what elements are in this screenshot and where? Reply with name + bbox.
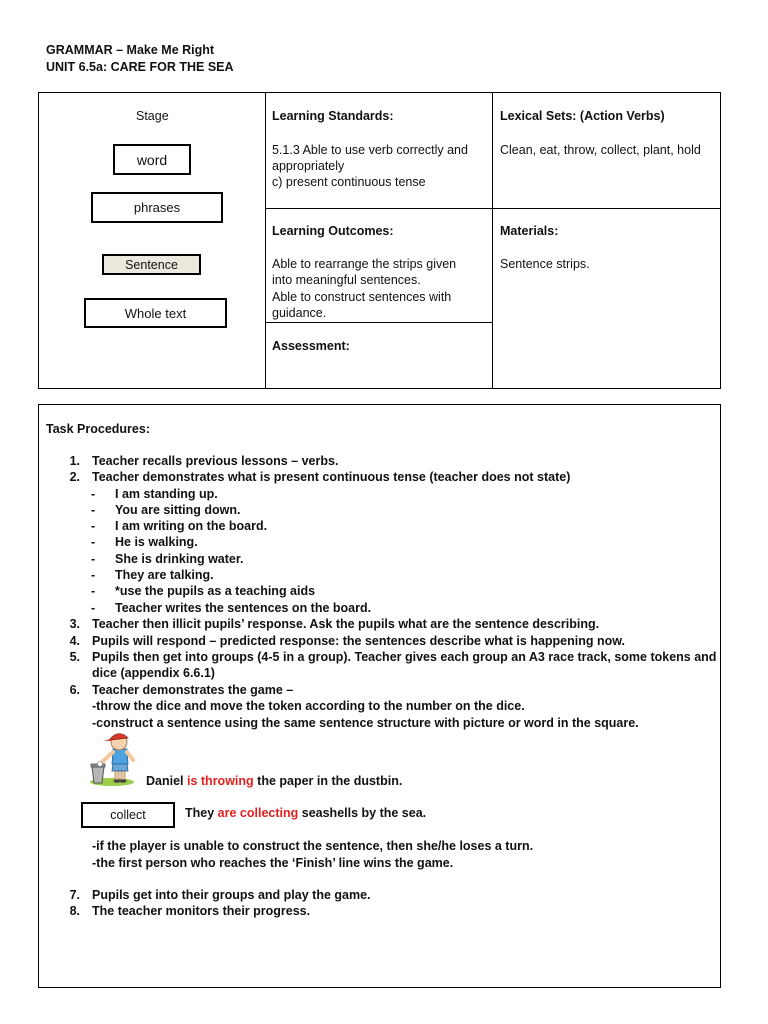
step-number: 2. (69, 470, 80, 484)
step-text: Teacher demonstrates what is present continuous tense (teacher does not state) (92, 470, 571, 484)
step-5-continued: dice (appendix 6.6.1) (92, 666, 215, 680)
collect-word-card: collect (81, 802, 175, 828)
step-number: 7. (69, 888, 80, 902)
dash: - (91, 552, 96, 566)
dash: - (91, 535, 96, 549)
dash: - (91, 487, 96, 501)
example-item (91, 535, 198, 549)
step-number: 8. (69, 904, 80, 918)
learning-outcomes-title: Learning Outcomes: (272, 224, 394, 238)
step-6-rule-a: -throw the dice and move the token according to the number on the dice. (92, 699, 525, 713)
materials-text: Sentence strips. (500, 257, 590, 271)
example-verb-highlight: are collecting (217, 806, 299, 820)
example-sentence-2 (185, 806, 426, 820)
learning-standards-line2: appropriately (272, 159, 345, 173)
example-text: You are sitting down. (115, 503, 241, 517)
materials-title: Materials: (500, 224, 559, 238)
example-subject: They (185, 806, 215, 820)
example-text: *use the pupils as a teaching aids (115, 584, 316, 598)
example-item (91, 519, 268, 533)
table-divider (492, 93, 493, 388)
learning-outcome-line: into meaningful sentences. (272, 273, 421, 287)
example-subject: Daniel (146, 774, 184, 788)
dash: - (91, 568, 96, 582)
stage-whole-text: Whole text (84, 298, 227, 328)
stage-word: word (113, 144, 191, 175)
table-divider (265, 208, 720, 209)
procedures-title: Task Procedures: (46, 422, 150, 436)
stage-sentence: Sentence (102, 254, 201, 275)
game-rule-1: -if the player is unable to construct the sentence, then she/he loses a turn. (92, 839, 534, 853)
step-number: 6. (69, 683, 80, 697)
game-rule-2: -the first person who reaches the ‘Finish’ line wins the game. (92, 856, 454, 870)
learning-outcome-line: Able to rearrange the strips given (272, 257, 457, 271)
example-item (91, 584, 316, 598)
step-number: 3. (69, 617, 80, 631)
step-number: 1. (69, 454, 80, 468)
step-text: Teacher recalls previous lessons – verbs. (92, 454, 339, 468)
example-text: Teacher writes the sentences on the board. (115, 601, 372, 615)
boy-throwing-illustration (88, 729, 144, 787)
step-6-rule-b: -construct a sentence using the same sentence structure with picture or word in the square. (92, 716, 639, 730)
example-item (91, 601, 372, 615)
example-item (91, 503, 241, 517)
example-verb-highlight: is throwing (187, 774, 254, 788)
assessment-title: Assessment: (272, 339, 350, 353)
document-title: GRAMMAR – Make Me Right (46, 43, 215, 57)
table-divider (265, 322, 493, 323)
learning-outcome-line: guidance. (272, 306, 327, 320)
example-rest: seashells by the sea. (301, 806, 427, 820)
example-rest: the paper in the dustbin. (257, 774, 403, 788)
step-text: Pupils will respond – predicted response: the sentences describe what is happening now. (92, 634, 625, 648)
example-item (91, 568, 214, 582)
step-text: Teacher then illicit pupils’ response. Ask the pupils what are the sentence describing. (92, 617, 600, 631)
example-text: She is drinking water. (115, 552, 244, 566)
unit-title: UNIT 6.5a: CARE FOR THE SEA (46, 60, 234, 74)
stage-phrases: phrases (91, 192, 223, 223)
lexical-sets-text: Clean, eat, throw, collect, plant, hold (500, 143, 701, 157)
example-sentence-1 (146, 774, 402, 788)
learning-standards-title: Learning Standards: (272, 109, 394, 123)
learning-standards-line3: c) present continuous tense (272, 175, 426, 189)
step-number: 4. (69, 634, 80, 648)
example-text: I am writing on the board. (115, 519, 268, 533)
dash: - (91, 519, 96, 533)
dash: - (91, 503, 96, 517)
stage-title: Stage (136, 109, 169, 123)
step-text: Teacher demonstrates the game – (92, 683, 294, 697)
step-text: Pupils then get into groups (4-5 in a group). Teacher gives each group an A3 race track, some tokens and (92, 650, 717, 664)
example-text: I am standing up. (115, 487, 218, 501)
learning-standards-line1: 5.1.3 Able to use verb correctly and (272, 143, 468, 157)
example-item (91, 552, 244, 566)
example-item (91, 487, 218, 501)
dash: - (91, 584, 96, 598)
dash: - (91, 601, 96, 615)
learning-outcome-line: Able to construct sentences with (272, 290, 452, 304)
step-text: The teacher monitors their progress. (92, 904, 311, 918)
example-text: He is walking. (115, 535, 198, 549)
lesson-table (38, 92, 721, 389)
table-divider (265, 93, 266, 388)
step-number: 5. (69, 650, 80, 664)
lexical-sets-title: Lexical Sets: (Action Verbs) (500, 109, 665, 123)
step-text: Pupils get into their groups and play the game. (92, 888, 371, 902)
example-text: They are talking. (115, 568, 214, 582)
